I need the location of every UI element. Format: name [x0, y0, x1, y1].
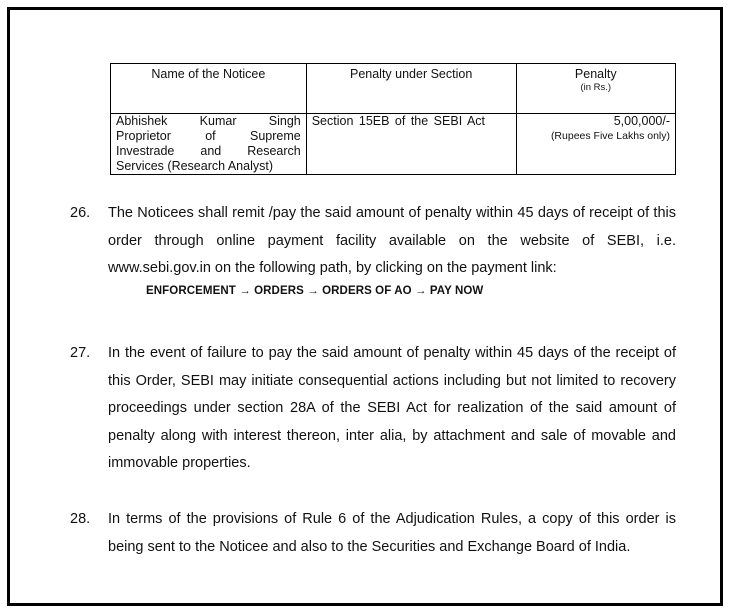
header-penalty: [516, 64, 675, 114]
header-penalty-label: Penalty: [574, 67, 617, 81]
cell-noticee-name: Abhishek Kumar Singh Proprietor of Supreme Investrade and Research Services (Research Analyst): [111, 114, 307, 175]
cell-penalty-amount: [516, 114, 675, 175]
paragraph-28: [70, 506, 676, 561]
paragraph-27: [70, 340, 676, 478]
penalty-amount-words: (Rupees Five Lakhs only): [550, 130, 670, 142]
paragraph-text: The Noticees shall remit /pay the said amount of penalty within 45 days of receipt of this order through online payment facility available on the website of SEBI, i.e. www.sebi.gov.in on the following path, by clicking on the payment link:: [108, 205, 676, 276]
cell-penalty-section: Section 15EB of the SEBI Act: [306, 114, 516, 175]
penalty-table: [110, 63, 676, 175]
header-penalty-unit: (in Rs.): [580, 82, 612, 93]
paragraph-text: In the event of failure to pay the said amount of penalty within 45 days of the receipt of this Order, SEBI may initiate consequential actions including but not limited to recovery proceedings under section 28A of the SEBI Act for realization of the said amount of penalty along with interest thereon, inter alia, by attachment and sale of movable and immovable properties.: [108, 345, 676, 471]
table-row: [111, 114, 676, 175]
paragraph-number: 27.: [70, 345, 91, 361]
table-header-row: [111, 64, 676, 114]
paragraph-text: In terms of the provisions of Rule 6 of the Adjudication Rules, a copy of this order is being sent to the Noticee and also to the Securities and Exchange Board of India.: [108, 511, 676, 555]
paragraph-number: 28.: [70, 511, 91, 527]
payment-path: ENFORCEMENT → ORDERS → ORDERS OF AO → PAY NOW: [146, 285, 484, 297]
header-penalty-section: Penalty under Section: [306, 64, 516, 114]
header-noticee-name: Name of the Noticee: [111, 64, 307, 114]
paragraph-number: 26.: [70, 205, 91, 221]
penalty-amount: 5,00,000/-: [613, 114, 670, 128]
paragraph-26: [70, 200, 676, 283]
